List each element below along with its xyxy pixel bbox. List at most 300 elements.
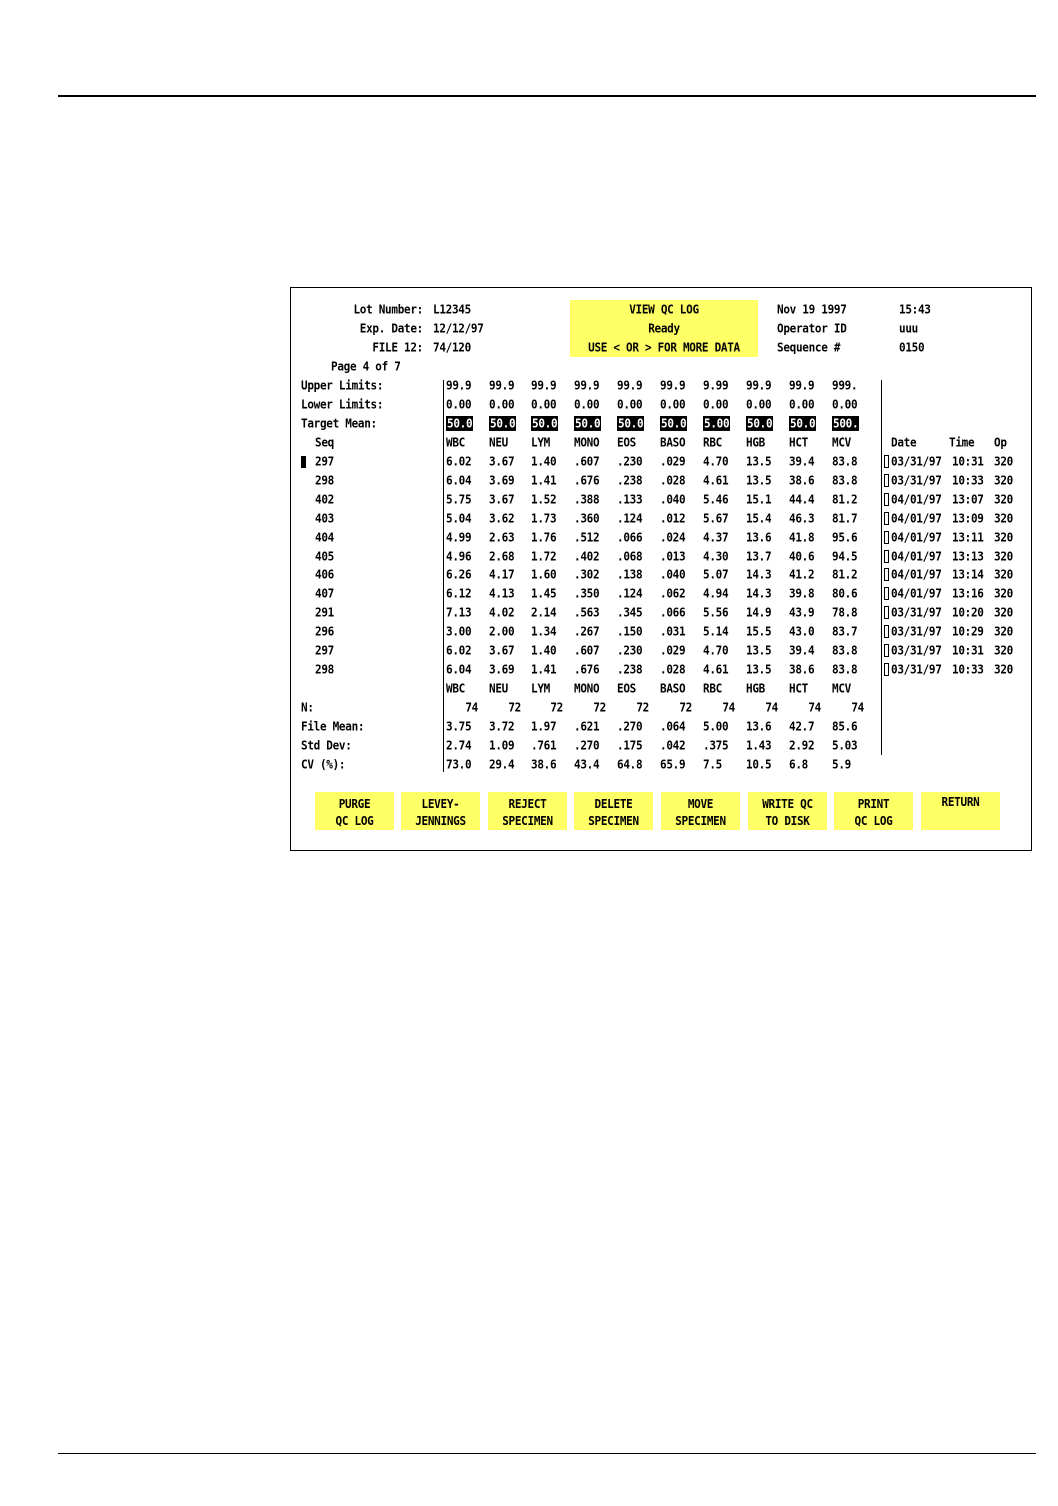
seq-cell: 407	[315, 586, 334, 602]
value-cell: .040	[660, 491, 686, 507]
target-mean-cell: 50.0	[575, 416, 601, 431]
value-cell: .031	[660, 624, 686, 640]
value-cell: 39.8	[789, 586, 815, 602]
value-cell: .028	[660, 472, 686, 488]
value-cell: 38.6	[789, 661, 815, 677]
value-cell: 1.40	[531, 643, 557, 658]
file-mean-cell: 3.72	[489, 719, 515, 734]
value-cell: .024	[660, 529, 686, 545]
value-cell: 1.45	[531, 586, 557, 602]
lower-limit-cell: 0.00	[489, 397, 515, 412]
value-cell: 5.75	[446, 491, 472, 507]
value-cell: 3.62	[489, 510, 515, 526]
value-cell: .068	[617, 548, 643, 564]
value-cell: 46.3	[789, 510, 815, 526]
value-cell: 83.8	[832, 472, 858, 488]
value-cell: .028	[660, 661, 686, 677]
column-footer: LYM	[531, 681, 550, 696]
cv-cell: 73.0	[446, 757, 472, 772]
upper-limit-cell: 99.9	[660, 378, 686, 393]
function-key-label: PRINT	[857, 796, 890, 812]
value-cell: 5.04	[446, 510, 472, 526]
column-footer: HGB	[746, 681, 765, 696]
function-key-label: DELETE	[594, 796, 633, 812]
value-cell: 3.69	[489, 661, 515, 677]
value-cell: .238	[617, 472, 643, 488]
lower-limit-cell: 0.00	[703, 397, 729, 412]
function-key-label: LEVEY-	[421, 796, 460, 812]
time-cell: 13:09	[952, 510, 984, 526]
column-header: HGB	[746, 435, 765, 450]
value-cell: 3.67	[489, 491, 515, 507]
function-key-label: SPECIMEN	[588, 813, 639, 829]
file-mean-cell: 3.75	[446, 719, 472, 734]
function-key-label: TO DISK	[765, 813, 810, 829]
lower-limit-cell: 0.00	[574, 397, 600, 412]
value-cell: 4.61	[703, 661, 729, 677]
lower-limit-cell: 0.00	[746, 397, 772, 412]
time-cell: 13:14	[952, 567, 984, 583]
value-cell: .676	[574, 472, 600, 488]
seq-cell: 296	[315, 624, 334, 640]
value-cell: .124	[617, 586, 643, 602]
value-cell: .360	[574, 510, 600, 526]
upper-limit-cell: 9.99	[703, 378, 729, 393]
column-header: HCT	[789, 435, 808, 450]
value-cell: .230	[617, 643, 643, 658]
date-cell: 03/31/97	[891, 624, 942, 640]
value-cell: 83.8	[832, 661, 858, 677]
row-marker-icon	[884, 625, 889, 638]
value-cell: .150	[617, 624, 643, 640]
row-marker-icon	[884, 587, 889, 600]
target-mean-cell: 50.0	[790, 416, 816, 431]
target-mean-cell: 500.	[833, 416, 859, 431]
n-cell: 74	[851, 700, 864, 715]
function-key-label: QC LOG	[854, 813, 893, 829]
date-cell: 04/01/97	[891, 567, 942, 583]
value-cell: 13.5	[746, 454, 772, 469]
function-key-button[interactable]	[488, 792, 567, 830]
upper-limit-cell: 99.9	[446, 378, 472, 393]
op-cell: 320	[994, 548, 1013, 564]
value-cell: 6.02	[446, 643, 472, 658]
row-marker-icon	[884, 550, 889, 563]
n-cell: 74	[465, 700, 478, 715]
lower-limit-cell: 0.00	[660, 397, 686, 412]
value-cell: .013	[660, 548, 686, 564]
value-cell: 13.5	[746, 472, 772, 488]
value-cell: .040	[660, 567, 686, 583]
value-cell: .138	[617, 567, 643, 583]
cv-cell: 7.5	[703, 757, 722, 772]
value-cell: 83.8	[832, 643, 858, 658]
target-mean-cell: 5.00	[704, 416, 730, 431]
target-mean-cell: 50.0	[618, 416, 644, 431]
function-key-label: SPECIMEN	[675, 813, 726, 829]
file-mean-cell: 85.6	[832, 719, 858, 734]
value-cell: 38.6	[789, 472, 815, 488]
column-footer: WBC	[446, 681, 465, 696]
function-key-button[interactable]	[921, 792, 1000, 830]
value-cell: 3.69	[489, 472, 515, 488]
data-right-rule	[881, 380, 882, 755]
status-panel	[570, 300, 758, 357]
status-text: Ready	[648, 321, 680, 336]
value-cell: 1.72	[531, 548, 557, 564]
cv-label: CV (%):	[301, 757, 346, 772]
function-key-button[interactable]	[661, 792, 740, 830]
value-cell: 40.6	[789, 548, 815, 564]
row-marker-icon	[884, 455, 889, 468]
time-cell: 10:31	[952, 643, 984, 658]
column-footer: HCT	[789, 681, 808, 696]
value-cell: 6.02	[446, 454, 472, 469]
value-cell: 15.1	[746, 491, 772, 507]
op-cell: 320	[994, 510, 1013, 526]
value-cell: 41.8	[789, 529, 815, 545]
column-header: WBC	[446, 435, 465, 450]
function-key-button[interactable]	[834, 792, 913, 830]
function-key-label: JENNINGS	[415, 813, 466, 829]
time-cell: 13:16	[952, 586, 984, 602]
cv-cell: 10.5	[746, 757, 772, 772]
seq-cell: 406	[315, 567, 334, 583]
value-cell: 80.6	[832, 586, 858, 602]
date-cell: 03/31/97	[891, 605, 942, 621]
std-dev-cell: .375	[703, 738, 729, 753]
time-header: Time	[949, 435, 975, 450]
file-label: FILE 12:	[372, 340, 423, 355]
seq-cell: 297	[315, 454, 334, 469]
value-cell: 4.37	[703, 529, 729, 545]
value-cell: 1.60	[531, 567, 557, 583]
value-cell: 5.56	[703, 605, 729, 621]
upper-limit-cell: 99.9	[746, 378, 772, 393]
value-cell: 3.67	[489, 643, 515, 658]
seq-cell: 297	[315, 643, 334, 658]
lower-limit-cell: 0.00	[617, 397, 643, 412]
seq-cell: 298	[315, 472, 334, 488]
value-cell: 1.41	[531, 661, 557, 677]
upper-limit-cell: 999.	[832, 378, 858, 393]
value-cell: 14.9	[746, 605, 772, 621]
bottom-rule	[58, 1453, 1036, 1454]
sequence-label: Sequence #	[777, 340, 841, 355]
time-cell: 10:33	[952, 661, 984, 677]
function-key-label: MOVE	[687, 796, 714, 812]
upper-limit-cell: 99.9	[617, 378, 643, 393]
function-key-button[interactable]	[748, 792, 827, 830]
value-cell: 13.7	[746, 548, 772, 564]
column-footer: NEU	[489, 681, 508, 696]
cv-cell: 43.4	[574, 757, 600, 772]
value-cell: 6.04	[446, 661, 472, 677]
row-marker-icon	[884, 606, 889, 619]
cv-cell: 6.8	[789, 757, 808, 772]
value-cell: 13.6	[746, 529, 772, 545]
value-cell: 1.52	[531, 491, 557, 507]
value-cell: 81.7	[832, 510, 858, 526]
n-cell: 74	[765, 700, 778, 715]
op-cell: 320	[994, 529, 1013, 545]
lower-limit-cell: 0.00	[789, 397, 815, 412]
row-marker-icon	[884, 663, 889, 676]
qc-log-screen	[290, 287, 1032, 851]
seq-cell: 402	[315, 491, 334, 507]
function-key-label: SPECIMEN	[502, 813, 553, 829]
date-cell: 04/01/97	[891, 586, 942, 602]
op-cell: 320	[994, 586, 1013, 602]
time-cell: 13:11	[952, 529, 984, 545]
function-key-label: RETURN	[941, 794, 980, 810]
value-cell: 15.5	[746, 624, 772, 640]
current-time: 15:43	[899, 302, 931, 317]
upper-limit-cell: 99.9	[489, 378, 515, 393]
std-dev-cell: .761	[531, 738, 557, 753]
row-marker-icon	[884, 493, 889, 506]
n-cell: 72	[593, 700, 606, 715]
lower-limit-cell: 0.00	[446, 397, 472, 412]
value-cell: 4.70	[703, 454, 729, 469]
seq-cell: 298	[315, 661, 334, 677]
column-header: MONO	[574, 435, 600, 450]
seq-cell: 405	[315, 548, 334, 564]
n-cell: 72	[679, 700, 692, 715]
value-cell: 78.8	[832, 605, 858, 621]
std-dev-cell: 2.92	[789, 738, 815, 753]
value-cell: 5.67	[703, 510, 729, 526]
target-mean-cell: 50.0	[747, 416, 773, 431]
date-cell: 03/31/97	[891, 661, 942, 677]
std-dev-cell: .270	[574, 738, 600, 753]
value-cell: 3.67	[489, 454, 515, 469]
file-mean-cell: .621	[574, 719, 600, 734]
upper-limit-cell: 99.9	[574, 378, 600, 393]
n-cell: 72	[508, 700, 521, 715]
value-cell: .607	[574, 643, 600, 658]
row-marker-icon	[884, 644, 889, 657]
value-cell: 2.14	[531, 605, 557, 621]
value-cell: 4.13	[489, 586, 515, 602]
value-cell: 7.13	[446, 605, 472, 621]
op-header: Op	[994, 435, 1007, 450]
value-cell: 4.99	[446, 529, 472, 545]
value-cell: 43.0	[789, 624, 815, 640]
value-cell: 13.5	[746, 661, 772, 677]
navigation-hint: USE < OR > FOR MORE DATA	[588, 340, 740, 355]
exp-value: 12/12/97	[433, 321, 484, 336]
std-dev-cell: 1.43	[746, 738, 772, 753]
value-cell: 2.68	[489, 548, 515, 564]
cv-cell: 5.9	[832, 757, 851, 772]
value-cell: 4.02	[489, 605, 515, 621]
date-cell: 03/31/97	[891, 643, 942, 658]
value-cell: 43.9	[789, 605, 815, 621]
value-cell: 4.61	[703, 472, 729, 488]
column-header: RBC	[703, 435, 722, 450]
value-cell: 5.14	[703, 624, 729, 640]
op-cell: 320	[994, 454, 1013, 469]
target-mean-cell: 50.0	[661, 416, 687, 431]
n-cell: 72	[636, 700, 649, 715]
lower-limit-cell: 0.00	[531, 397, 557, 412]
value-cell: 5.07	[703, 567, 729, 583]
value-cell: .029	[660, 454, 686, 469]
value-cell: 39.4	[789, 454, 815, 469]
operator-value: uuu	[899, 321, 918, 336]
value-cell: 44.4	[789, 491, 815, 507]
seq-cell: 403	[315, 510, 334, 526]
page-indicator: Page 4 of 7	[331, 359, 401, 374]
time-cell: 10:31	[952, 454, 984, 469]
screen-title: VIEW QC LOG	[629, 302, 699, 317]
value-cell: .012	[660, 510, 686, 526]
date-cell: 03/31/97	[891, 454, 942, 469]
upper-limit-cell: 99.9	[789, 378, 815, 393]
value-cell: 83.7	[832, 624, 858, 640]
op-cell: 320	[994, 661, 1013, 677]
value-cell: .563	[574, 605, 600, 621]
row-marker-icon	[884, 474, 889, 487]
date-cell: 04/01/97	[891, 529, 942, 545]
row-marker-icon	[884, 512, 889, 525]
value-cell: .676	[574, 661, 600, 677]
value-cell: 39.4	[789, 643, 815, 658]
value-cell: 41.2	[789, 567, 815, 583]
std-dev-cell: 1.09	[489, 738, 515, 753]
file-mean-cell: 42.7	[789, 719, 815, 734]
value-cell: .388	[574, 491, 600, 507]
column-header: EOS	[617, 435, 636, 450]
time-cell: 13:13	[952, 548, 984, 564]
value-cell: 1.76	[531, 529, 557, 545]
value-cell: 1.41	[531, 472, 557, 488]
file-mean-cell: 5.00	[703, 719, 729, 734]
current-date: Nov 19 1997	[777, 302, 847, 317]
value-cell: .238	[617, 661, 643, 677]
n-cell: 74	[722, 700, 735, 715]
value-cell: 14.3	[746, 586, 772, 602]
date-header: Date	[891, 435, 917, 450]
time-cell: 10:33	[952, 472, 984, 488]
upper-limits-label: Upper Limits:	[301, 378, 384, 393]
lot-value: L12345	[433, 302, 471, 317]
lower-limit-cell: 0.00	[832, 397, 858, 412]
value-cell: .124	[617, 510, 643, 526]
std-dev-cell: 5.03	[832, 738, 858, 753]
exp-label: Exp. Date:	[359, 321, 423, 336]
value-cell: .267	[574, 624, 600, 640]
cv-cell: 29.4	[489, 757, 515, 772]
row-marker-icon	[884, 568, 889, 581]
operator-label: Operator ID	[777, 321, 847, 336]
cv-cell: 38.6	[531, 757, 557, 772]
n-cell: 72	[550, 700, 563, 715]
value-cell: 2.63	[489, 529, 515, 545]
value-cell: .230	[617, 454, 643, 469]
time-cell: 10:20	[952, 605, 984, 621]
cv-cell: 64.8	[617, 757, 643, 772]
n-label: N:	[301, 700, 314, 715]
op-cell: 320	[994, 605, 1013, 621]
function-key-button[interactable]	[401, 792, 480, 830]
value-cell: .029	[660, 643, 686, 658]
value-cell: 4.70	[703, 643, 729, 658]
date-cell: 03/31/97	[891, 472, 942, 488]
file-mean-label: File Mean:	[301, 719, 365, 734]
upper-limit-cell: 99.9	[531, 378, 557, 393]
seq-cell: 291	[315, 605, 334, 621]
top-rule	[58, 95, 1036, 97]
function-key-button[interactable]	[574, 792, 653, 830]
file-mean-cell: .064	[660, 719, 686, 734]
value-cell: 1.34	[531, 624, 557, 640]
column-footer: RBC	[703, 681, 722, 696]
time-cell: 13:07	[952, 491, 984, 507]
value-cell: .345	[617, 605, 643, 621]
sequence-value: 0150	[899, 340, 925, 355]
std-dev-label: Std Dev:	[301, 738, 352, 753]
value-cell: 4.96	[446, 548, 472, 564]
value-cell: 1.73	[531, 510, 557, 526]
std-dev-cell: .042	[660, 738, 686, 753]
file-mean-cell: .270	[617, 719, 643, 734]
value-cell: 4.17	[489, 567, 515, 583]
date-cell: 04/01/97	[891, 491, 942, 507]
column-footer: MONO	[574, 681, 600, 696]
value-cell: 1.40	[531, 454, 557, 469]
value-cell: .512	[574, 529, 600, 545]
value-cell: .402	[574, 548, 600, 564]
function-key-label: PURGE	[338, 796, 371, 812]
value-cell: .133	[617, 491, 643, 507]
file-value: 74/120	[433, 340, 471, 355]
date-cell: 04/01/97	[891, 548, 942, 564]
value-cell: 81.2	[832, 491, 858, 507]
target-mean-cell: 50.0	[532, 416, 558, 431]
value-cell: 4.94	[703, 586, 729, 602]
column-footer: EOS	[617, 681, 636, 696]
value-cell: 81.2	[832, 567, 858, 583]
value-cell: 95.6	[832, 529, 858, 545]
value-cell: 5.46	[703, 491, 729, 507]
target-mean-label: Target Mean:	[301, 416, 377, 431]
value-cell: 2.00	[489, 624, 515, 640]
function-key-label: WRITE QC	[762, 796, 813, 812]
function-key-button[interactable]	[315, 792, 394, 830]
lower-limits-label: Lower Limits:	[301, 397, 384, 412]
row-marker-icon	[884, 531, 889, 544]
value-cell: 14.3	[746, 567, 772, 583]
seq-cell: 404	[315, 529, 334, 545]
value-cell: .066	[617, 529, 643, 545]
value-cell: 94.5	[832, 548, 858, 564]
date-cell: 04/01/97	[891, 510, 942, 526]
std-dev-cell: .175	[617, 738, 643, 753]
value-cell: .350	[574, 586, 600, 602]
file-mean-cell: 1.97	[531, 719, 557, 734]
value-cell: 6.12	[446, 586, 472, 602]
op-cell: 320	[994, 624, 1013, 640]
column-header: MCV	[832, 435, 851, 450]
value-cell: 83.8	[832, 454, 858, 469]
value-cell: 6.26	[446, 567, 472, 583]
value-cell: .066	[660, 605, 686, 621]
column-header: LYM	[531, 435, 550, 450]
column-footer: BASO	[660, 681, 686, 696]
value-cell: .607	[574, 454, 600, 469]
